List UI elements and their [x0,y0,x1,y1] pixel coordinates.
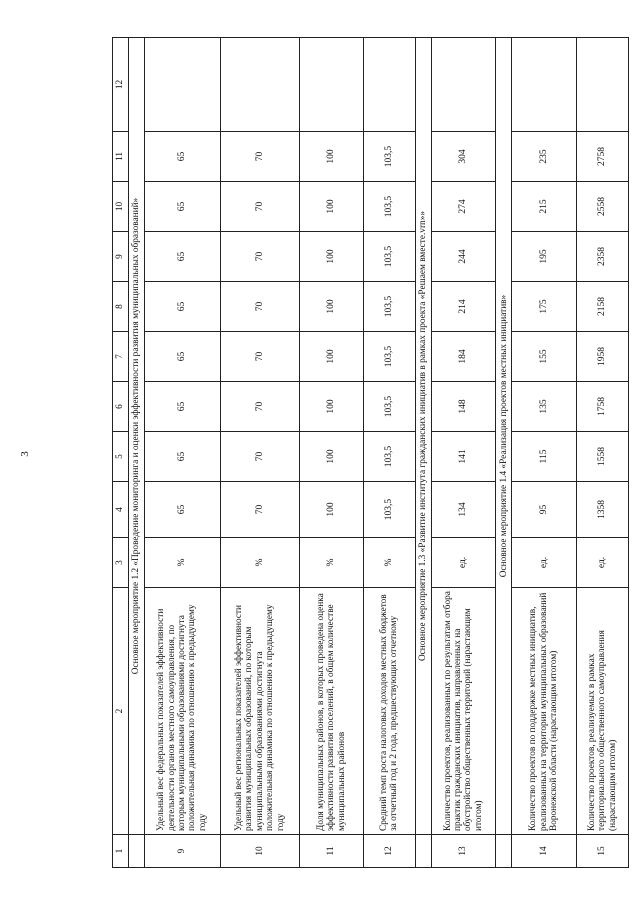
indicator-name: Количество проектов по поддержке местных инициатив, реализованных на территории муниципальных образований Воронежской области (нарастающим итогом) [512,588,577,835]
value-cell: 2558 [576,182,628,232]
row-number: 12 [363,835,415,868]
value-cell: 100 [300,232,364,282]
value-cell: 70 [220,382,299,432]
value-cell: 141 [431,432,496,482]
value-cell: 195 [512,232,577,282]
table-row [144,38,220,868]
value-cell: 103,5 [363,232,415,282]
indicator-name: Количество проектов, реализованных по результатам отбора практик гражданских инициатив, направленных на обустройство общественных территорий (нарастающим итогом) [431,588,496,835]
value-cell: 1758 [576,382,628,432]
col-header-11: 11 [113,132,129,182]
value-cell: 115 [512,432,577,482]
unit-cell: % [300,538,364,588]
value-cell: 184 [431,332,496,382]
value-cell: 103,5 [363,482,415,538]
section-title-1-3: Основное мероприятие 1.3 «Развитие института гражданских инициатив в рамках проекта «Решаем вместе.vrn»» [415,38,431,835]
value-cell: 70 [220,232,299,282]
value-cell: 65 [144,432,220,482]
value-cell: 65 [144,332,220,382]
value-cell: 274 [431,182,496,232]
value-cell [144,38,220,132]
indicator-name: Количество проектов, реализуемых в рамках территориального общественного самоуправления (нарастающим итогом) [576,588,628,835]
value-cell: 103,5 [363,382,415,432]
col-header-6: 6 [113,382,129,432]
value-cell: 65 [144,382,220,432]
value-cell: 148 [431,382,496,432]
value-cell: 100 [300,382,364,432]
indicator-table-sheet [112,38,629,868]
value-cell [220,38,299,132]
row-number: 15 [576,835,628,868]
indicator-name: Доля муниципальных районов, в которых проведена оценка эффективности развития поселений, в общем количестве муниципальных районов [300,588,364,835]
table-row [431,38,496,868]
value-cell: 135 [512,382,577,432]
indicator-table [112,37,629,868]
value-cell: 103,5 [363,432,415,482]
indicator-name: Удельный вес региональных показателей эффективности развития муниципальных образований, по которым муниципальными образованиями достигнута положительная динамика по отношению к предыдущему году [220,588,299,835]
row-number: 10 [220,835,299,868]
col-header-10: 10 [113,182,129,232]
value-cell: 304 [431,132,496,182]
value-cell: 100 [300,132,364,182]
unit-cell: % [144,538,220,588]
section-heading [415,38,431,868]
value-cell: 1958 [576,332,628,382]
unit-cell: % [220,538,299,588]
value-cell: 155 [512,332,577,382]
unit-cell: % [363,538,415,588]
indicator-name: Средний темп роста налоговых доходов местных бюджетов за отчетный год и 2 года, предшествующих отчетному [363,588,415,835]
value-cell: 2358 [576,232,628,282]
unit-cell: ед. [576,538,628,588]
col-header-2: 2 [113,588,129,835]
row-number: 14 [512,835,577,868]
value-cell: 100 [300,282,364,332]
table-row [512,38,577,868]
table-row [220,38,299,868]
section-title-1-2: Основное мероприятие 1.2 «Проведение мониторинга и оценки эффективности развития муниципальных образований» [128,38,144,835]
section-heading [128,38,144,868]
header-row [113,38,129,868]
value-cell: 103,5 [363,332,415,382]
value-cell: 70 [220,132,299,182]
value-cell: 65 [144,232,220,282]
value-cell: 214 [431,282,496,332]
indicator-name: Удельный вес федеральных показателей эффективности деятельности органов местного самоуправления, по которым муниципальными образованиями достигнута положительная динамика по отношению к предыдущему году [144,588,220,835]
col-header-12: 12 [113,38,129,132]
unit-cell: ед. [431,538,496,588]
value-cell: 175 [512,282,577,332]
table-row [576,38,628,868]
value-cell: 1558 [576,432,628,482]
col-header-7: 7 [113,332,129,382]
value-cell: 103,5 [363,282,415,332]
value-cell [512,38,577,132]
col-header-8: 8 [113,282,129,332]
value-cell: 70 [220,482,299,538]
value-cell: 100 [300,332,364,382]
value-cell: 70 [220,282,299,332]
value-cell: 100 [300,432,364,482]
col-header-3: 3 [113,538,129,588]
col-header-4: 4 [113,482,129,538]
value-cell: 65 [144,282,220,332]
value-cell: 65 [144,482,220,538]
row-number: 9 [144,835,220,868]
section-heading [496,38,512,868]
value-cell: 103,5 [363,132,415,182]
col-header-9: 9 [113,232,129,282]
value-cell: 65 [144,132,220,182]
value-cell: 65 [144,182,220,232]
value-cell: 100 [300,482,364,538]
value-cell: 235 [512,132,577,182]
page-number: 3 [19,451,31,457]
col-header-1: 1 [113,835,129,868]
value-cell [363,38,415,132]
col-header-5: 5 [113,432,129,482]
value-cell: 70 [220,332,299,382]
value-cell [576,38,628,132]
section-title-1-4: Основное мероприятие 1.4 «Реализация проектов местных инициатив» [496,38,512,835]
value-cell: 95 [512,482,577,538]
value-cell: 2758 [576,132,628,182]
value-cell [431,38,496,132]
row-number: 13 [431,835,496,868]
value-cell: 244 [431,232,496,282]
table-row [363,38,415,868]
table-row [300,38,364,868]
value-cell: 134 [431,482,496,538]
value-cell: 1358 [576,482,628,538]
value-cell: 100 [300,182,364,232]
value-cell: 2158 [576,282,628,332]
value-cell: 70 [220,432,299,482]
value-cell [300,38,364,132]
unit-cell: ед. [512,538,577,588]
value-cell: 215 [512,182,577,232]
value-cell: 103,5 [363,182,415,232]
row-number: 11 [300,835,364,868]
value-cell: 70 [220,182,299,232]
